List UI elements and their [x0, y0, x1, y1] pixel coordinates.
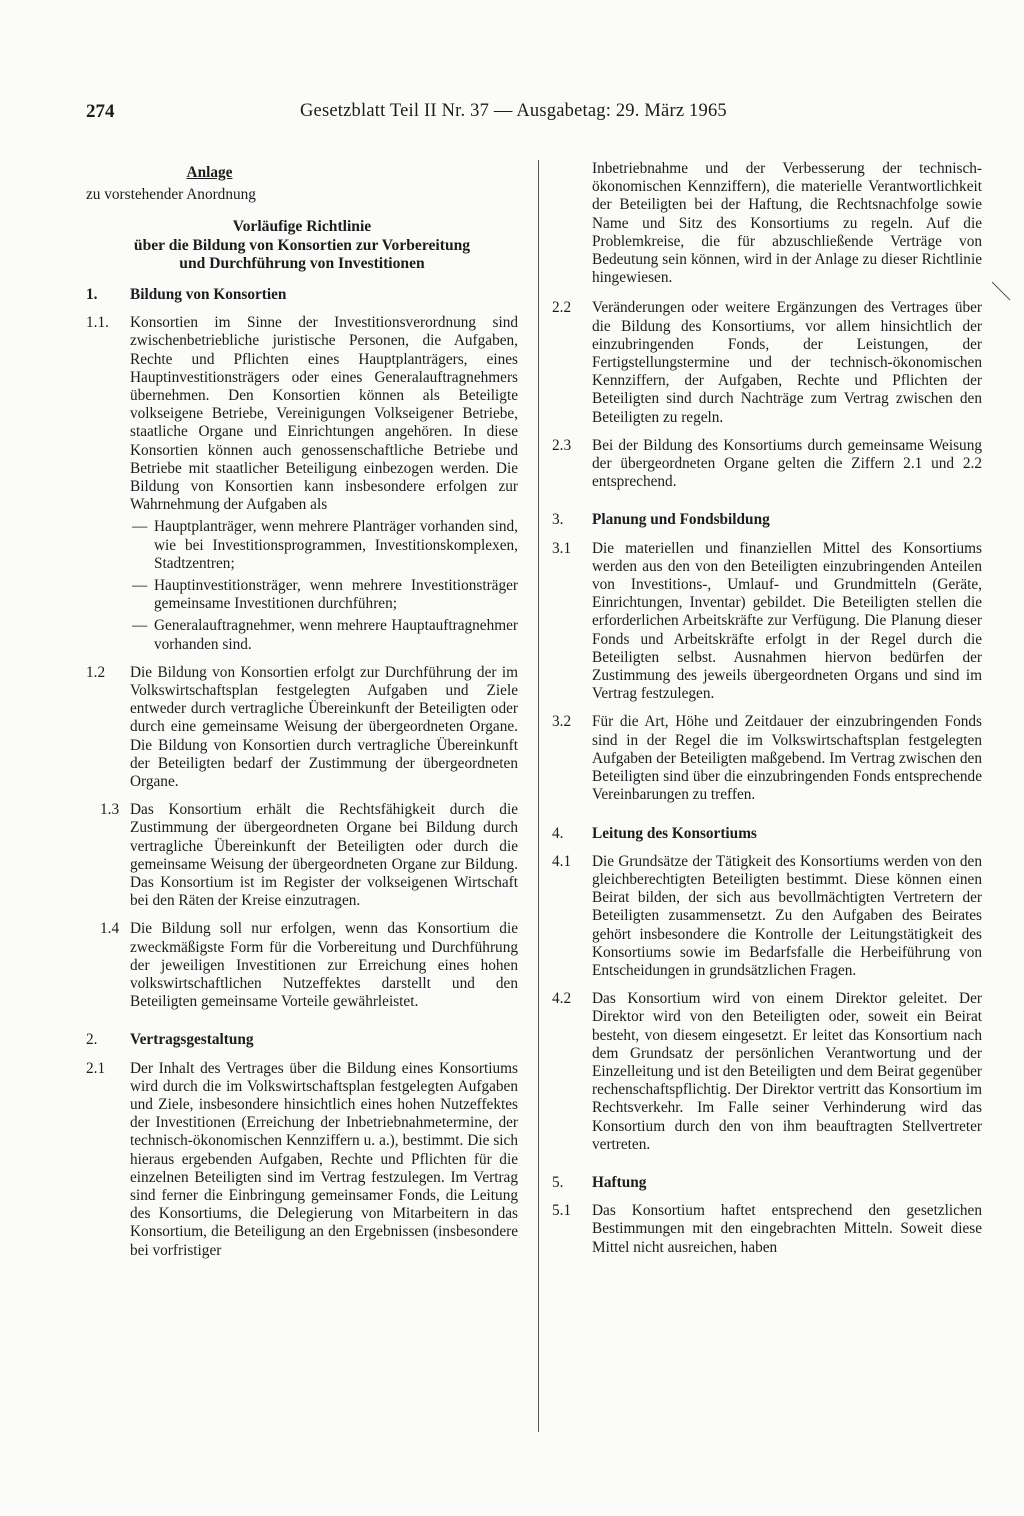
- paragraph-text: Das Konsortium haftet entsprechend den gesetzlichen Bestimmungen mit den eingebrachten Mitteln. Soweit diese Mittel nicht ausreichen, haben: [592, 1202, 982, 1256]
- scan-mark: [990, 280, 1014, 304]
- paragraph-number: 4.2: [552, 990, 572, 1008]
- section-title: Vertragsgestaltung: [130, 1031, 254, 1049]
- dash-item-text: Hauptinvestitionsträger, wenn mehrere Investitionsträger gemeinsame Investitionen durchführen;: [154, 576, 518, 613]
- paragraph-1-4: [86, 920, 518, 1011]
- section-heading-2: [86, 1031, 518, 1049]
- dash-mark: —: [132, 617, 148, 635]
- section-title: Leitung des Konsortiums: [592, 824, 757, 842]
- section-heading-4: [552, 825, 982, 843]
- section-number: 1.: [86, 285, 98, 303]
- paragraph-2-1: [86, 1060, 518, 1260]
- paragraph-number: 3.1: [552, 539, 572, 557]
- paragraph-2-2: [552, 299, 982, 426]
- section-heading-3: [552, 511, 982, 529]
- paragraph-number: 1.1.: [86, 314, 109, 332]
- paragraph-4-2: [552, 990, 982, 1154]
- paragraph-number: 3.2: [552, 713, 572, 731]
- section-title: Planung und Fondsbildung: [592, 511, 770, 529]
- section-number: 2.: [86, 1031, 98, 1049]
- section-heading-5: [552, 1174, 982, 1192]
- dash-mark: —: [132, 518, 148, 536]
- paragraph-number: 1.3: [100, 801, 120, 819]
- paragraph-1-1: [86, 314, 518, 654]
- paragraph-text: Das Konsortium wird von einem Direktor geleitet. Der Direktor wird von den Beteiligten oder, soweit ein Beirat besteht, von diesem eingesetzt. Er leitet das Konsortium nach dem Grundsatz der persönlichen Verantwortung und der Einzelleitung und ist den Beteiligten und dem Beirat gegenüber rechenschaftspflichtig. Der Direktor vertritt das Konsortium im Rechtsverkehr. Im Falle seiner Verhinderung wird das Konsortium durch den von ihm beauftragten Stellvertreter vertreten.: [592, 990, 982, 1153]
- column-divider: [538, 160, 539, 1432]
- paragraph-text: Für die Art, Höhe und Zeitdauer der einzubringenden Fonds sind in der Regel die im Volkswirtschaftsplan festgelegten Aufgaben der Beteiligten maßgebend. Im Vertrag zwischen den Beteiligten sind über die einzubringenden Fonds entsprechende Vereinbarungen zu treffen.: [592, 713, 982, 804]
- paragraph-text: Bei der Bildung des Konsortiums durch gemeinsame Weisung der übergeordneten Organe gelten die Ziffern 2.1 und 2.2 entsprechend.: [592, 436, 982, 491]
- paragraph-4-1: [552, 853, 982, 980]
- section-title: Bildung von Konsortien: [130, 285, 287, 303]
- paragraph-5-1: [552, 1202, 982, 1257]
- document-title-line: und Durchführung von Investitionen: [179, 255, 425, 273]
- anlage-title: Anlage: [186, 164, 233, 181]
- dash-item: [130, 518, 518, 573]
- document-title: [86, 218, 518, 274]
- dash-item-text: Hauptplanträger, wenn mehrere Planträger vorhanden sind, wie bei Investitionsprogrammen, Investitionskomplexen, Stadtzentren;: [154, 518, 518, 572]
- paragraph-1-3: [86, 801, 518, 910]
- page-header: [86, 101, 986, 127]
- paragraph-number: 4.1: [552, 852, 572, 870]
- paragraph-2-3: [552, 437, 982, 492]
- page-number: 274: [86, 101, 115, 122]
- paragraph-number: 1.4: [100, 920, 120, 938]
- section-heading-1: [86, 286, 518, 304]
- paragraph-text: Konsortien im Sinne der Investitionsverordnung sind zwischenbetriebliche juristische Personen, die Aufgaben, Rechte und Pflichten eines Hauptplanträgers, eines Hauptinvestitionsträgers oder eines Generalauftragnehmers übernehmen. Den Konsortien können als Beteiligte volkseigene Betriebe, Vereinigungen Volkseigener Betriebe, staatliche Organe und Einrichtungen angehören. In diese Konsortien können auch genossenschaftliche Betriebe und Betriebe mit staatlicher Beteiligung einbezogen werden. Die Bildung von Konsortien kann insbesondere erfolgen zur Wahrnehmung der Aufgaben als: [130, 314, 518, 514]
- document-title-line: Vorläufige Richtlinie: [232, 218, 372, 236]
- paragraph-text: Die materiellen und finanziellen Mittel des Konsortiums werden aus den von den Beteiligten einzubringenden Anteilen von Investitions-, Umlauf- und Grundmitteln (Geräte, Einrichtungen, Inventar) gebildet. Die Beteiligten stellen die erforderlichen Arbeitskräfte zur Verfügung. Die Planung dieser Fonds und Arbeitskräfte erfolgt in der Regel durch die Beteiligten selbst. Ausnahmen hiervon bedürfen der Zustimmung des jeweils übergeordneten Organs und sind im Vertrag festzulegen.: [592, 539, 982, 703]
- paragraph-text: Das Konsortium erhält die Rechtsfähigkeit durch die Zustimmung der übergeordneten Organe bei Bildung durch vertragliche Übereinkunft der Beteiligten oder durch die gemeinsame Weisung der übergeordneten Organe zur Bildung. Das Konsortium ist im Register der volkseigenen Wirtschaft bei den Räten der Kreise einzutragen.: [130, 801, 518, 910]
- paragraph-text: Die Bildung soll nur erfolgen, wenn das Konsortium die zweckmäßigste Form für die Vorbereitung und Durchführung der jeweiligen Investitionen zur Erreichung eines hohen volkswirtschaftlichen Nutzeffektes darstellt und den Beteiligten gemeinsame Vorteile gewährleistet.: [130, 920, 518, 1011]
- right-column: [552, 160, 982, 1267]
- paragraph-text: Veränderungen oder weitere Ergänzungen des Vertrages über die Bildung des Konsortiums, vor allem hinsichtlich der einzubringenden Fonds, der Leistungen, der Fertigstellungstermine und der technisch-ökonomischen Kennziffern, der Aufgaben, Rechte und Pflichten der Beteiligten sind durch Nachträge zum Vertrag zwischen den Beteiligten zu regeln.: [592, 299, 982, 426]
- paragraph-number: 1.2: [86, 663, 106, 681]
- paragraph-number: 5.1: [552, 1202, 572, 1220]
- paragraph-number: 2.2: [552, 299, 572, 317]
- paragraph-number: 2.3: [552, 436, 572, 454]
- section-number: 5.: [552, 1173, 564, 1191]
- section-number: 4.: [552, 824, 564, 842]
- dash-item-text: Generalauftragnehmer, wenn mehrere Hauptauftragnehmer vorhanden sind.: [154, 617, 518, 653]
- paragraph-2-1-continued: Inbetriebnahme und der Verbesserung der technisch-ökonomischen Kennziffern), die materielle Verantwortlichkeit der Beteiligten bei der Haftung, die Rechtsnachfolge sowie Name und Sitz des Konsortiums zu regeln. Auf die Problemkreise, die für abzuschließende Verträge von Bedeutung sein können, wird in der Anlage zu dieser Richtlinie hingewiesen.: [592, 160, 982, 287]
- running-head: Gesetzblatt Teil II Nr. 37 — Ausgabetag: 29. März 1965: [300, 101, 727, 121]
- anlage-subtitle: zu vorstehender Anordnung: [86, 186, 256, 204]
- dash-item: [130, 617, 518, 653]
- paragraph-number: 2.1: [86, 1059, 106, 1077]
- paragraph-3-2: [552, 713, 982, 804]
- paragraph-3-1: [552, 540, 982, 704]
- paragraph-text: Der Inhalt des Vertrages über die Bildung eines Konsortiums wird durch die im Volkswirtschaftsplan festgelegten Aufgaben und Ziele, insbesondere hinsichtlich eines hohen Nutzeffektes der Investitionen (Erreichung der Inbetriebnahmetermine, der technisch-ökonomischen Kennziffern u. a.), bestimmt. Die sich hieraus ergebenden Aufgaben, Rechte und Pflichten für die einzelnen Beteiligten sind im Vertrag festzulegen. Im Vertrag sind ferner die Einbringung gemeinsamer Fonds, die Leitung des Konsortiums, die Delegierung von Mitarbeitern in das Konsortium, die Beteiligung an den Ergebnissen (insbesondere bei vorfristiger: [130, 1059, 518, 1259]
- left-column: [86, 160, 518, 1270]
- paragraph-1-2: [86, 664, 518, 791]
- dash-item: [130, 577, 518, 613]
- section-title: Haftung: [592, 1173, 647, 1191]
- document-title-line: über die Bildung von Konsortien zur Vorbereitung: [133, 236, 471, 254]
- section-number: 3.: [552, 511, 564, 529]
- paragraph-text: Die Grundsätze der Tätigkeit des Konsortiums werden von den gleichberechtigten Beteiligten bestimmt. Diese können einen Beirat bilden, der sich aus bevollmächtigten Vertretern der Beteiligten zusammensetzt. Zu den Aufgaben des Beirates gehört insbesondere die Kontrolle der Leitungstätigkeit des Konsortiums sowie im Bedarfsfalle die Herbeiführung von Entscheidungen in grundsätzlichen Fragen.: [592, 852, 982, 979]
- paragraph-text: Die Bildung von Konsortien erfolgt zur Durchführung der im Volkswirtschaftsplan festgelegten Aufgaben und Ziele entweder durch vertragliche Übereinkunft der Beteiligten oder durch eine gemeinsame Weisung der übergeordneten Organe. Die Bildung von Konsortien durch vertragliche Übereinkunft der Beteiligten bedarf der Zustimmung der übergeordneten Organe.: [130, 663, 518, 790]
- dash-mark: —: [132, 576, 148, 594]
